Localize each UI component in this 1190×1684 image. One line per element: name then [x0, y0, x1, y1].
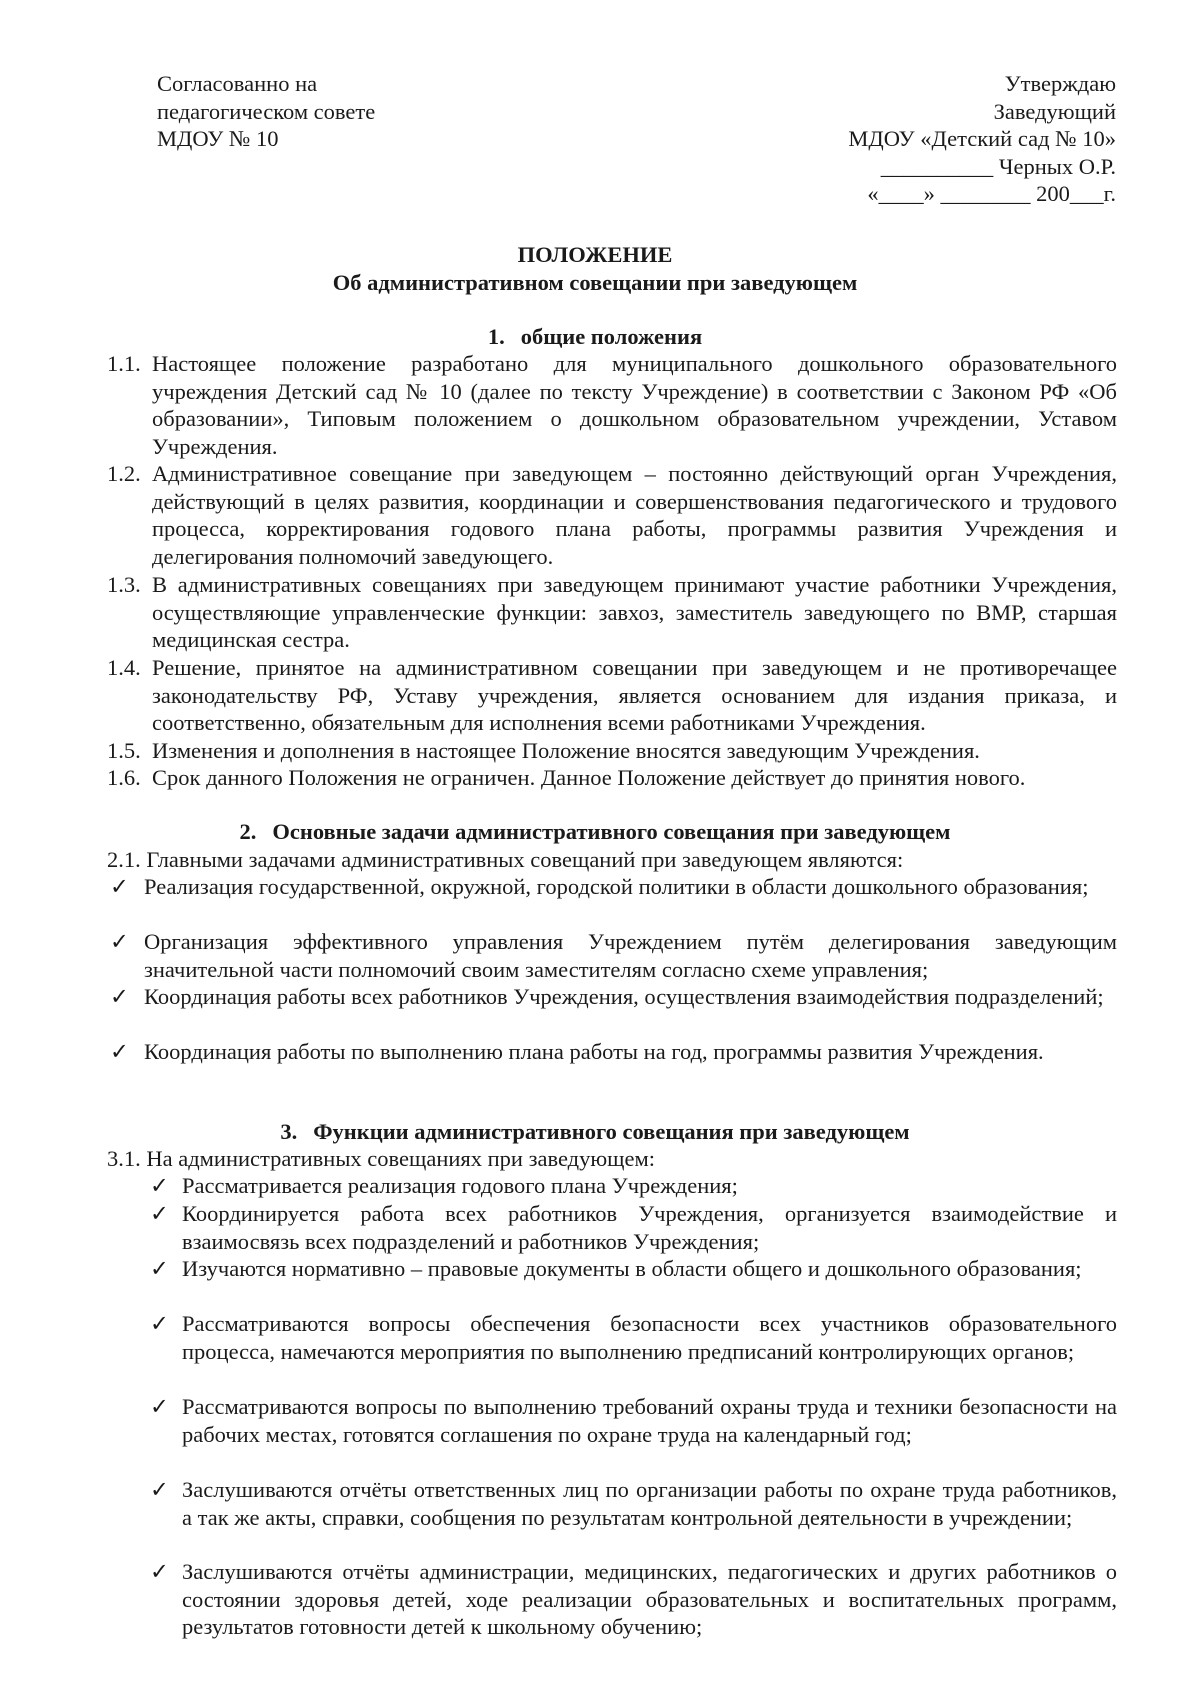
checkmark-icon: ✓	[150, 1394, 169, 1419]
item-number: 1.5.	[107, 738, 141, 763]
checkmark-icon: ✓	[150, 1559, 169, 1584]
item-text: В административных совещаниях при заведующем принимают участие работники Учреждения, осуществляющие управленческие функции: завхоз, заместитель заведующего по ВМР, старшая медицинская сестра.	[152, 572, 1117, 652]
item-text: Настоящее положение разработано для муниципального дошкольного образовательного учреждения Детский сад № 10 (далее по тексту Учреждение) в соответствии с Законом РФ «Об образовании», Типовым положением о дошкольном образовательном учреждении, Уставом Учреждения.	[152, 351, 1117, 459]
header-right-line: «____» ________ 200___г.	[867, 181, 1116, 206]
title-sub: Об административном совещании при заведующем	[332, 269, 858, 295]
checklist-item	[150, 1476, 1117, 1531]
list-item	[107, 654, 1117, 737]
checklist-item	[110, 873, 1117, 901]
list-item	[107, 737, 1117, 765]
section-number: 3.	[280, 1119, 298, 1144]
checkmark-icon: ✓	[110, 874, 129, 899]
checkmark-icon: ✓	[150, 1201, 169, 1226]
item-text: Изучаются нормативно – правовые документы в области общего и дошкольного образования;	[182, 1256, 1082, 1281]
item-text: Изменения и дополнения в настоящее Положение вносятся заведующим Учреждения.	[152, 738, 980, 763]
item-text: Реализация государственной, окружной, городской политики в области дошкольного образования;	[144, 874, 1089, 899]
checklist-item	[150, 1172, 1117, 1200]
section-heading-text: Основные задачи административного совещания при заведующем	[272, 819, 951, 844]
checklist-item	[150, 1310, 1117, 1365]
section-number: 2.	[239, 819, 257, 844]
checklist-item	[110, 928, 1117, 983]
checkmark-icon: ✓	[150, 1477, 169, 1502]
section-heading-1	[0, 323, 1190, 351]
checklist-item	[150, 1393, 1117, 1448]
item-number: 1.6.	[107, 765, 141, 790]
checklist-item	[110, 983, 1117, 1011]
item-number: 1.2.	[107, 461, 141, 486]
item-text: Организация эффективного управления Учреждением путём делегирования заведующим значительной части полномочий своим заместителям согласно схеме управления;	[144, 929, 1117, 982]
approval-block-right	[640, 70, 1116, 208]
list-item	[107, 764, 1117, 792]
approval-block-left	[157, 70, 577, 153]
checkmark-icon: ✓	[150, 1256, 169, 1281]
header-right-line: МДОУ «Детский сад № 10»	[848, 126, 1116, 151]
item-number: 1.3.	[107, 572, 141, 597]
title-main: ПОЛОЖЕНИЕ	[517, 242, 673, 267]
item-text: Срок данного Положения не ограничен. Данное Положение действует до принятия нового.	[152, 765, 1026, 790]
item-text: Координируется работа всех работников Учреждения, организуется взаимодействие и взаимосвязь всех подразделений и работников Учреждения;	[182, 1201, 1117, 1254]
item-text: Координация работы по выполнению плана работы на год, программы развития Учреждения.	[144, 1039, 1044, 1064]
checkmark-icon: ✓	[110, 929, 129, 954]
section-heading-2	[0, 818, 1190, 846]
checkmark-icon: ✓	[150, 1173, 169, 1198]
item-text: Координация работы всех работников Учреждения, осуществления взаимодействия подразделений;	[144, 984, 1104, 1009]
header-left-line: МДОУ № 10	[157, 126, 279, 151]
checklist-item	[150, 1200, 1117, 1255]
item-text: Рассматриваются вопросы по выполнению требований охраны труда и техники безопасности на рабочих местах, готовятся соглашения по охране труда на календарный год;	[182, 1394, 1117, 1447]
list-item	[107, 350, 1117, 460]
document-title	[0, 241, 1190, 296]
checklist-item	[150, 1558, 1117, 1641]
item-number: 1.4.	[107, 655, 141, 680]
item-text: Заслушиваются отчёты администрации, медицинских, педагогических и других работников о состоянии здоровья детей, ходе реализации образовательных и воспитательных программ, результатов готовности детей к школьному обучению;	[182, 1559, 1117, 1639]
header-right-line: Утверждаю	[1004, 71, 1116, 96]
section-number: 1.	[487, 324, 505, 349]
checklist-item	[110, 1038, 1117, 1066]
header-right-line: __________ Черных О.Р.	[880, 153, 1116, 179]
header-right-line: Заведующий	[993, 98, 1116, 124]
checkmark-icon: ✓	[110, 1039, 129, 1064]
item-text: Решение, принятое на административном совещании при заведующем и не противоречащее законодательству РФ, Уставу учреждения, является основанием для издания приказа, и соответственно, обязательным для исполнения всеми работниками Учреждения.	[152, 655, 1117, 735]
list-item	[107, 571, 1117, 654]
section-heading-text: общие положения	[520, 324, 703, 349]
checklist-item	[150, 1255, 1117, 1283]
item-number: 1.1.	[107, 351, 141, 376]
item-text: Административное совещание при заведующем – постоянно действующий орган Учреждения, действующий в целях развития, координации и совершенствования педагогического и трудового процесса, корректирования годового плана работы, программы развития Учреждения и делегирования полномочий заведующего.	[152, 461, 1117, 569]
checkmark-icon: ✓	[110, 984, 129, 1009]
checkmark-icon: ✓	[150, 1311, 169, 1336]
item-text: Заслушиваются отчёты ответственных лиц по организации работы по охране труда работников, а так же акты, справки, сообщения по результатам контрольной деятельности в учреждении;	[182, 1477, 1117, 1530]
item-text: Рассматриваются вопросы обеспечения безопасности всех участников образовательного процесса, намечаются мероприятия по выполнению предписаний контролирующих органов;	[182, 1311, 1117, 1364]
section-heading-3	[0, 1118, 1190, 1146]
item-text: Рассматривается реализация годового плана Учреждения;	[182, 1173, 738, 1198]
list-item	[107, 460, 1117, 570]
section-heading-text: Функции административного совещания при заведующем	[313, 1119, 910, 1144]
section-intro: 3.1. На административных совещаниях при заведующем:	[107, 1146, 655, 1171]
header-left-line: педагогическом совете	[157, 98, 376, 124]
header-left-line: Согласованно на	[157, 71, 318, 96]
section-intro: 2.1. Главными задачами административных совещаний при заведующем являются:	[107, 847, 904, 872]
